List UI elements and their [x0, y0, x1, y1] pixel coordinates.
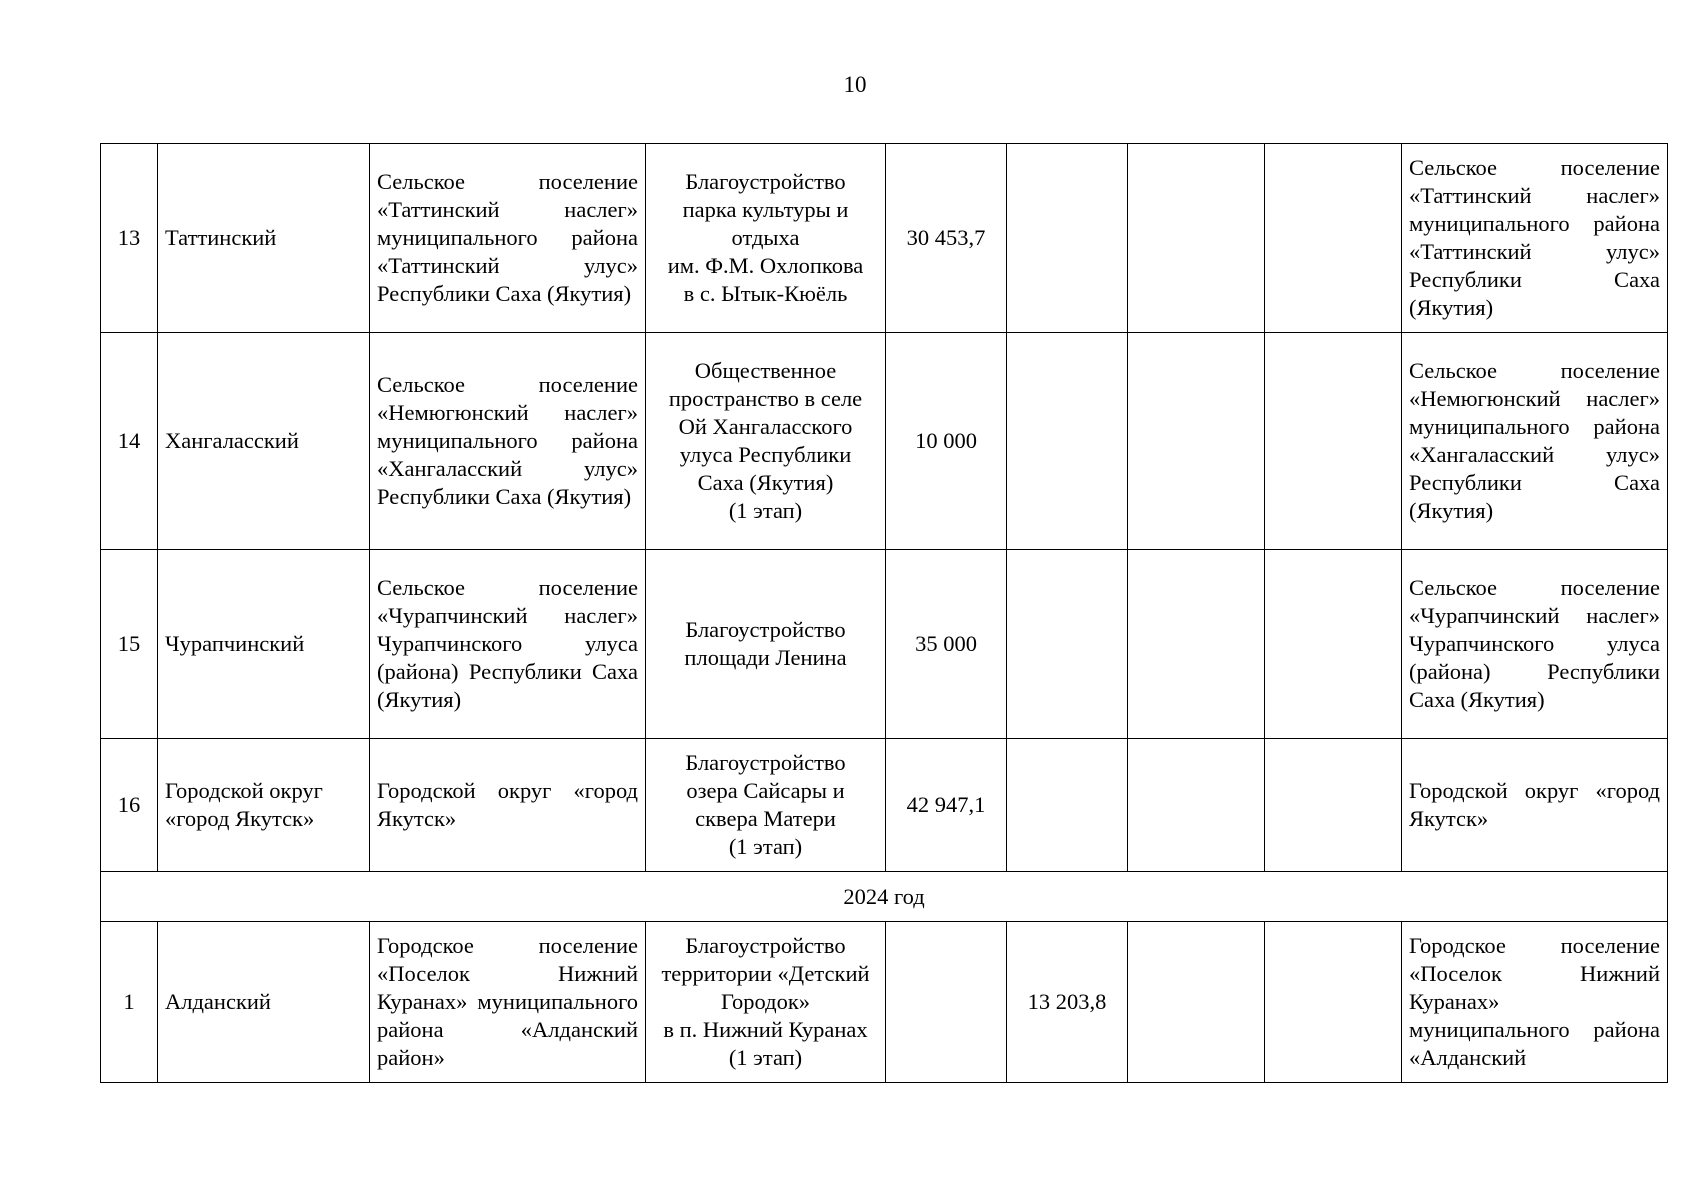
amount-cell: 35 000: [886, 550, 1007, 739]
recipient-cell: Сельское поселение «Немюгюнский наслег» муниципального района «Хангаласский улус» Республики Саха (Якутия): [1402, 333, 1668, 550]
row-number: 15: [101, 550, 158, 739]
object-cell: Благоустройство территории «Детский Городок» в п. Нижний Куранах (1 этап): [646, 922, 886, 1083]
table-row: [101, 144, 1668, 333]
amount-2024-cell: [1007, 739, 1128, 872]
page-number: 10: [843, 72, 867, 97]
recipient-cell: Городской округ «город Якутск»: [1402, 739, 1668, 872]
municipality-cell: Сельское поселение «Немюгюнский наслег» муниципального района «Хангаласский улус» Республики Саха (Якутия): [370, 333, 646, 550]
amount-cell: 30 453,7: [886, 144, 1007, 333]
empty-cell: [1265, 333, 1402, 550]
municipality-cell: Городское поселение «Поселок Нижний Куранах» муниципального района «Алданский район»: [370, 922, 646, 1083]
object-cell: Благоустройство озера Сайсары и сквера Матери (1 этап): [646, 739, 886, 872]
empty-cell: [1265, 144, 1402, 333]
empty-cell: [1128, 739, 1265, 872]
district-cell: Чурапчинский: [158, 550, 370, 739]
empty-cell: [1265, 922, 1402, 1083]
recipient-cell: Сельское поселение «Таттинский наслег» муниципального района «Таттинский улус» Республики Саха (Якутия): [1402, 144, 1668, 333]
empty-cell: [1128, 333, 1265, 550]
empty-cell: [1128, 144, 1265, 333]
empty-cell: [1265, 550, 1402, 739]
district-cell: Таттинский: [158, 144, 370, 333]
amount-2024-cell: [1007, 550, 1128, 739]
table-row: [101, 550, 1668, 739]
row-number: 16: [101, 739, 158, 872]
amount-cell: [886, 922, 1007, 1083]
object-cell: Благоустройство парка культуры и отдыха им. Ф.М. Охлопкова в с. Ытык-Кюёль: [646, 144, 886, 333]
year-header: 2024 год: [101, 872, 1668, 922]
year-header-row: [101, 872, 1668, 922]
recipient-cell: Городское поселение «Поселок Нижний Куранах» муниципального района «Алданский: [1402, 922, 1668, 1083]
district-cell: Городской округ «город Якутск»: [158, 739, 370, 872]
municipality-cell: Сельское поселение «Таттинский наслег» муниципального района «Таттинский улус» Республики Саха (Якутия): [370, 144, 646, 333]
row-number: 1: [101, 922, 158, 1083]
row-number: 13: [101, 144, 158, 333]
table-row: [101, 333, 1668, 550]
amount-cell: 10 000: [886, 333, 1007, 550]
amount-cell: 42 947,1: [886, 739, 1007, 872]
empty-cell: [1265, 739, 1402, 872]
program-table: [100, 143, 1668, 1083]
municipality-cell: Городской округ «город Якутск»: [370, 739, 646, 872]
amount-2024-cell: [1007, 144, 1128, 333]
table-row: [101, 739, 1668, 872]
table-row: [101, 922, 1668, 1083]
recipient-cell: Сельское поселение «Чурапчинский наслег» Чурапчинского улуса (района) Республики Саха (Якутия): [1402, 550, 1668, 739]
empty-cell: [1128, 550, 1265, 739]
empty-cell: [1128, 922, 1265, 1083]
municipality-cell: Сельское поселение «Чурапчинский наслег» Чурапчинского улуса (района) Республики Саха (Якутия): [370, 550, 646, 739]
row-number: 14: [101, 333, 158, 550]
object-cell: Общественное пространство в селе Ой Хангаласского улуса Республики Саха (Якутия) (1 этап): [646, 333, 886, 550]
amount-2024-cell: 13 203,8: [1007, 922, 1128, 1083]
district-cell: Алданский: [158, 922, 370, 1083]
object-cell: Благоустройство площади Ленина: [646, 550, 886, 739]
amount-2024-cell: [1007, 333, 1128, 550]
district-cell: Хангаласский: [158, 333, 370, 550]
